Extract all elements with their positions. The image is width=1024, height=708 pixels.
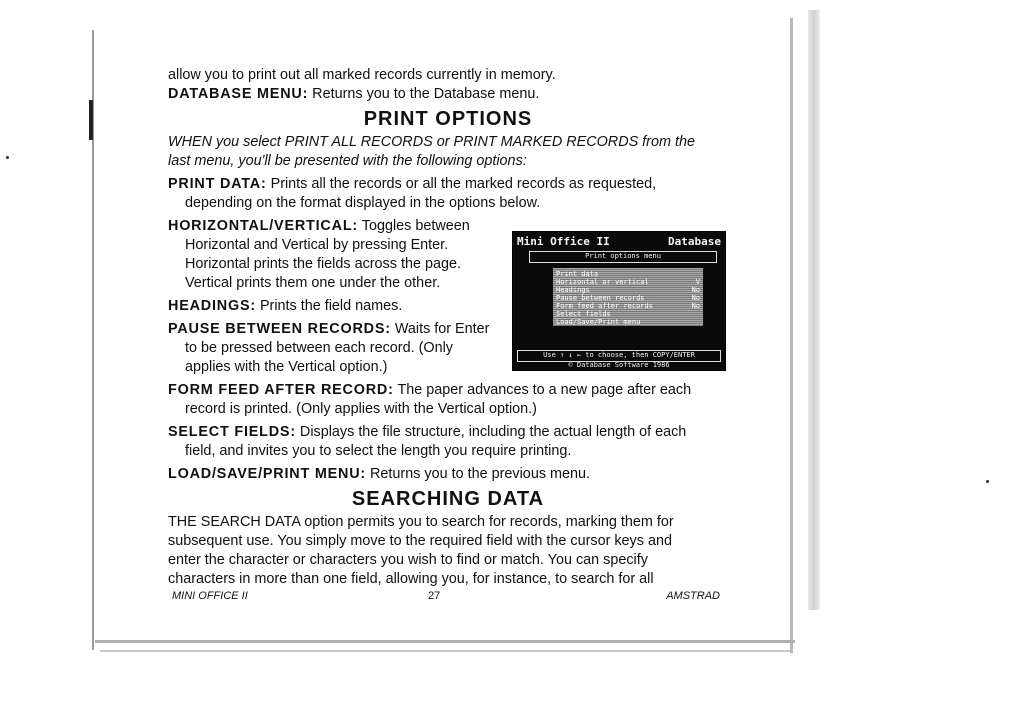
term-label: HORIZONTAL/VERTICAL: (168, 218, 359, 234)
term-label: LOAD/SAVE/PRINT MENU: (168, 466, 367, 482)
screenshot-option: Form feed after records No (556, 302, 700, 310)
screenshot-module-title: Database (668, 235, 721, 248)
term-label: PRINT DATA: (168, 176, 267, 192)
text-line: characters in more than one field, allowing you, for instance, to search for all (168, 571, 654, 587)
term-label: HEADINGS: (168, 298, 256, 314)
load-save-item (168, 465, 728, 484)
term-description: Returns you to the Database menu. (308, 86, 540, 102)
page-binding-mark (89, 100, 93, 140)
text-line: allow you to print out all marked records currently in memory. (168, 67, 556, 83)
screenshot-copyright: © Database Software 1986 (568, 361, 670, 369)
text-line: record is printed. (Only applies with the Vertical option.) (185, 401, 537, 417)
text-line: applies with the Vertical option.) (185, 359, 388, 375)
screenshot-menu-title: Print options menu (529, 251, 717, 263)
screenshot-option: Load/Save/Print menu (556, 318, 641, 326)
section-heading-searching-data: SEARCHING DATA (351, 488, 545, 510)
text-line: enter the character or characters you wish to find or match. You can specify (168, 552, 648, 568)
scan-speck (986, 480, 989, 483)
text-line: Horizontal prints the fields across the page. (185, 256, 461, 272)
page-edge-bottom-shadow (100, 650, 790, 652)
text-line: Vertical prints them one under the other. (185, 275, 441, 291)
program-screenshot (512, 231, 726, 371)
screenshot-option: Headings No (556, 286, 700, 294)
text-line: subsequent use. You simply move to the required field with the cursor keys and (168, 533, 672, 549)
term-label: DATABASE MENU: (168, 86, 309, 102)
hv-item (168, 217, 508, 236)
text-line: field, and invites you to select the length you require printing. (185, 443, 572, 459)
term-description: Prints all the records or all the marked records as requested, (266, 176, 657, 192)
headings-item (168, 297, 508, 316)
page-edge-right (790, 18, 793, 653)
text-line: depending on the format displayed in the options below. (185, 195, 541, 211)
print-data-item (168, 175, 728, 194)
term-description: Returns you to the previous menu. (366, 466, 591, 482)
left-column (168, 217, 508, 377)
term-description: The paper advances to a new page after each (393, 382, 692, 398)
section-heading-print-options: PRINT OPTIONS (363, 108, 533, 130)
screenshot-instructions: Use ↑ ↓ ← to choose, then COPY/ENTER (517, 350, 721, 362)
screenshot-option: Select fields (556, 310, 611, 318)
page-number: 27 (428, 590, 441, 602)
text-line: Horizontal and Vertical by pressing Enter. (185, 237, 449, 253)
database-menu-item (168, 85, 728, 104)
term-label: SELECT FIELDS: (168, 424, 296, 440)
screenshot-option: Pause between records No (556, 294, 700, 302)
term-label: PAUSE BETWEEN RECORDS: (168, 321, 391, 337)
screenshot-app-title: Mini Office II (517, 235, 610, 248)
text-line: THE SEARCH DATA option permits you to search for records, marking them for (168, 514, 674, 530)
intro-line: last menu, you'll be presented with the following options: (168, 153, 527, 169)
screenshot-option: Horizontal or vertical V (556, 278, 700, 286)
text-line: to be pressed between each record. (Only (185, 340, 453, 356)
screenshot-titlebar (517, 235, 721, 249)
page-edge-shadow (808, 10, 820, 610)
page-edge-bottom (95, 640, 795, 643)
term-description: Waits for Enter (390, 321, 490, 337)
screenshot-options-list (553, 268, 703, 326)
footer-brand: AMSTRAD (666, 590, 720, 602)
term-description: Displays the file structure, including the actual length of each (295, 424, 687, 440)
form-feed-item (168, 381, 728, 400)
term-description: Toggles between (358, 218, 470, 234)
term-description: Prints the field names. (255, 298, 403, 314)
term-label: FORM FEED AFTER RECORD: (168, 382, 394, 398)
footer-title: MINI OFFICE II (172, 590, 248, 602)
scan-speck (6, 156, 9, 159)
screenshot-option: Print data (556, 270, 599, 278)
select-fields-item (168, 423, 728, 442)
pause-item (168, 320, 508, 339)
intro-line: WHEN you select PRINT ALL RECORDS or PRINT MARKED RECORDS from the (168, 134, 695, 150)
